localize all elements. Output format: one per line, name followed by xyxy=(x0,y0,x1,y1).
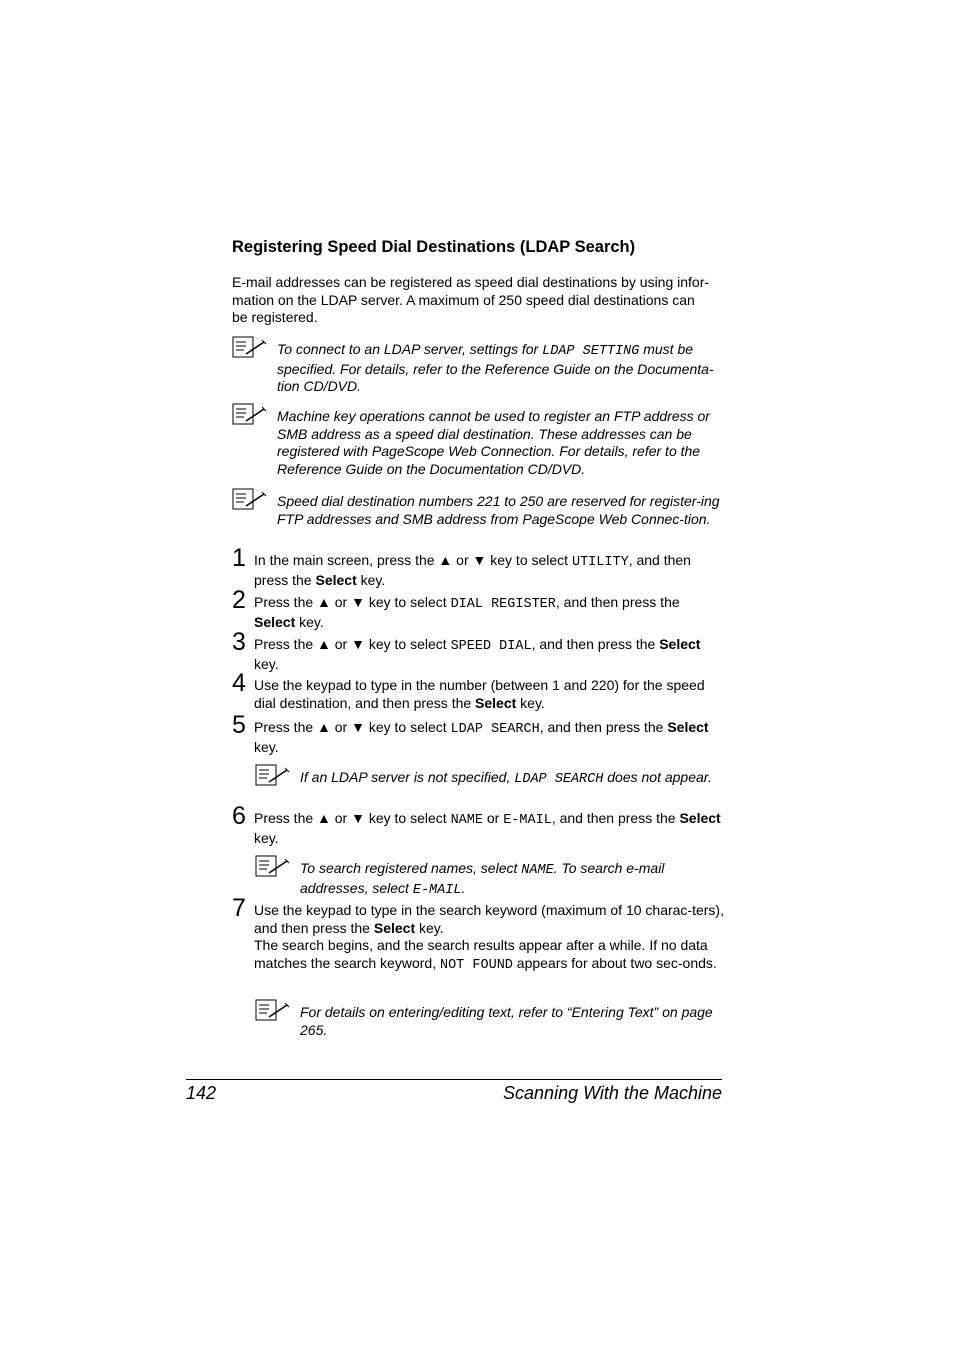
note-text: To search registered names, select NAME. To search e-mail addresses, select E-MAIL. xyxy=(300,860,665,898)
intro-paragraph xyxy=(232,274,724,327)
note-pencil-icon xyxy=(232,403,268,427)
note-text: To connect to an LDAP server, settings for LDAP SETTING must be specified. For details, refer to the Reference Guide on the Documenta-tion CD/DVD. xyxy=(277,341,714,395)
step-text: Use the keypad to type in the search keyword (maximum of 10 charac-ters), and then press the Select key. The search begins, and the search results appear after a while. If no data matches the search keyword, NOT FOUND appears for about two sec-onds. xyxy=(254,902,724,973)
note-text: If an LDAP server is not specified, LDAP SEARCH does not appear. xyxy=(300,769,712,787)
step-number: 3 xyxy=(232,628,246,656)
step-text: Press the ▲ or ▼ key to select SPEED DIAL, and then press the Select key. xyxy=(254,636,701,672)
note-pencil-icon xyxy=(255,855,291,879)
section-heading: Registering Speed Dial Destinations (LDAP Search) xyxy=(232,238,636,256)
step-text: Use the keypad to type in the number (between 1 and 220) for the speed dial destination, and then press the Select key. xyxy=(254,677,705,711)
step-number: 1 xyxy=(232,544,246,572)
note-pencil-icon xyxy=(232,488,268,512)
step-number: 6 xyxy=(232,802,246,830)
page-number: 142 xyxy=(186,1083,217,1103)
step-number: 7 xyxy=(232,894,246,922)
step-text: Press the ▲ or ▼ key to select LDAP SEARCH, and then press the Select key. xyxy=(254,719,709,755)
footer-divider xyxy=(186,1079,722,1080)
note-pencil-icon xyxy=(232,336,268,360)
step-number: 4 xyxy=(232,669,246,697)
intro-line-3: be registered. xyxy=(232,309,318,326)
note-text: Machine key operations cannot be used to register an FTP address or SMB address as a speed dial destination. These addresses can be registered with PageScope Web Connection. For details, refer to the Reference Guide on the Documentation CD/DVD. xyxy=(277,408,710,477)
note-pencil-icon xyxy=(255,764,291,788)
footer-section-title: Scanning With the Machine xyxy=(503,1083,722,1103)
note-pencil-icon xyxy=(255,999,291,1023)
note-text: For details on entering/editing text, refer to “Entering Text” on page 265. xyxy=(300,1004,713,1038)
note-text: Speed dial destination numbers 221 to 250 are reserved for register-ing FTP addresses and SMB address from PageScope Web Connec-tion. xyxy=(277,493,720,527)
step-text: Press the ▲ or ▼ key to select NAME or E-MAIL, and then press the Select key. xyxy=(254,810,721,846)
step-text: In the main screen, press the ▲ or ▼ key to select UTILITY, and then press the Select key. xyxy=(254,552,691,588)
step-text: Press the ▲ or ▼ key to select DIAL REGISTER, and then press the Select key. xyxy=(254,594,680,630)
intro-line-1: E-mail addresses can be registered as speed dial destinations by using infor- xyxy=(232,274,710,290)
step-number: 5 xyxy=(232,711,246,739)
step-number: 2 xyxy=(232,586,246,614)
intro-line-2: mation on the LDAP server. A maximum of 250 speed dial destinations can xyxy=(232,291,695,308)
